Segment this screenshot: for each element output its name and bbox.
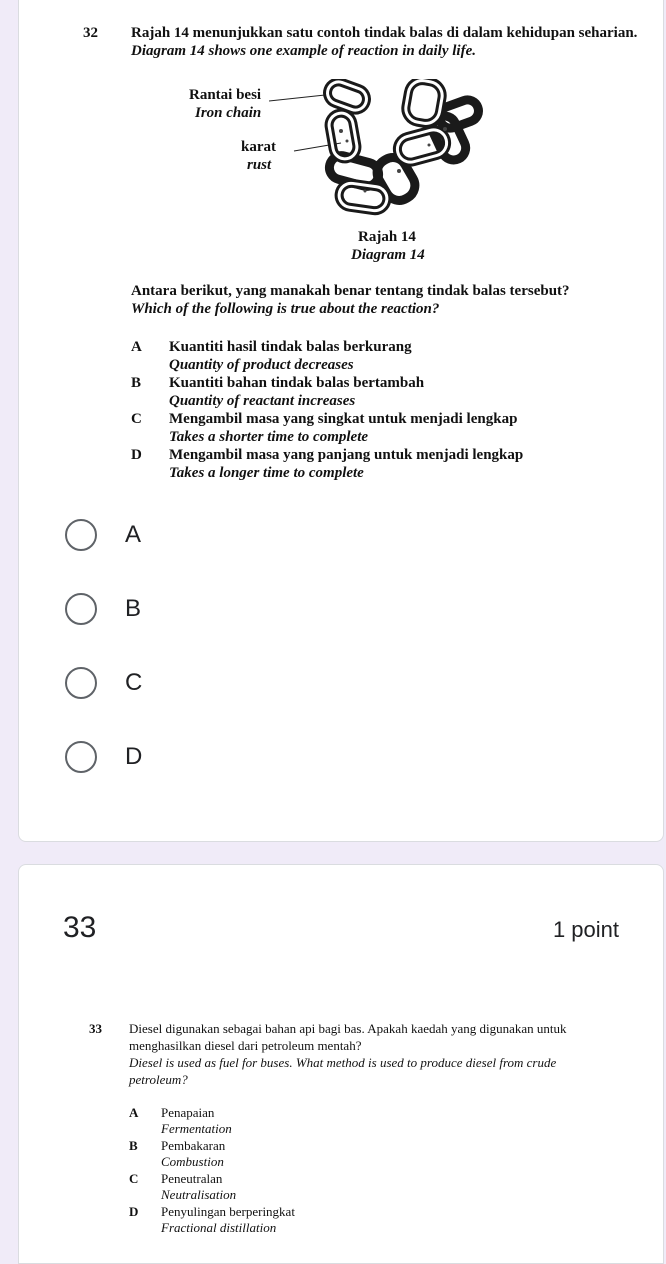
option-letter: C xyxy=(129,1171,139,1186)
option-text-en: Fractional distillation xyxy=(161,1220,277,1235)
rusty-chain-illustration xyxy=(269,79,569,219)
question-card-33 xyxy=(18,864,664,1264)
option-letter: A xyxy=(131,339,142,355)
radio-label: C xyxy=(125,669,143,696)
question-prompt-en: Which of the following is true about the reaction? xyxy=(131,301,440,317)
question-prompt-ms: Antara berikut, yang manakah benar tentang tindak balas tersebut? xyxy=(131,283,570,299)
question-number: 33 xyxy=(89,1021,102,1036)
question-stem-en-line2: petroleum? xyxy=(129,1072,188,1087)
option-text-ms: Kuantiti hasil tindak balas berkurang xyxy=(169,339,412,355)
option-letter: A xyxy=(129,1105,139,1120)
radio-circle[interactable] xyxy=(65,741,97,773)
option-text-en: Quantity of reactant increases xyxy=(169,393,356,409)
radio-label: A xyxy=(125,521,142,548)
option-text-ms: Penapaian xyxy=(161,1105,215,1120)
question-title: 33 xyxy=(63,911,97,944)
points-label: 1 point xyxy=(552,917,619,942)
option-text-ms: Pembakaran xyxy=(161,1138,226,1153)
question-stem-ms-line1: Diesel digunakan sebagai bahan api bagi bas. Apakah kaedah yang digunakan untuk xyxy=(129,1021,567,1036)
radio-label: D xyxy=(125,743,143,770)
diagram-label-iron-chain-en: Iron chain xyxy=(195,105,262,121)
radio-label: B xyxy=(125,595,142,622)
option-text-ms: Kuantiti bahan tindak balas bertambah xyxy=(169,375,425,391)
option-text-ms: Penyulingan berperingkat xyxy=(161,1204,295,1219)
option-text-en: Quantity of product decreases xyxy=(169,357,354,373)
question-stem-en: Diagram 14 shows one example of reaction in daily life. xyxy=(131,43,476,59)
radio-option-b[interactable] xyxy=(65,585,141,633)
radio-circle[interactable] xyxy=(65,667,97,699)
diagram-label-iron-chain-ms: Rantai besi xyxy=(189,87,262,103)
option-letter: B xyxy=(129,1138,138,1153)
option-letter: C xyxy=(131,411,142,427)
diagram-caption-ms: Rajah 14 xyxy=(358,229,416,245)
option-text-ms: Mengambil masa yang panjang untuk menjadi lengkap xyxy=(169,447,524,463)
question-stem-ms-line2: menghasilkan diesel dari petroleum mentah? xyxy=(129,1038,362,1053)
radio-option-d[interactable] xyxy=(65,733,142,781)
radio-circle[interactable] xyxy=(65,519,97,551)
diagram-label-rust-ms: karat xyxy=(241,139,276,155)
option-text-en: Fermentation xyxy=(161,1121,232,1136)
question-stem-ms: Rajah 14 menunjukkan satu contoh tindak balas di dalam kehidupan seharian. xyxy=(131,25,638,41)
option-letter: D xyxy=(131,447,142,463)
option-text-ms: Mengambil masa yang singkat untuk menjadi lengkap xyxy=(169,411,518,427)
diagram-label-rust-en: rust xyxy=(247,157,272,173)
radio-option-c[interactable] xyxy=(65,659,142,707)
option-text-en: Takes a longer time to complete xyxy=(169,465,364,481)
option-text-en: Takes a shorter time to complete xyxy=(169,429,369,445)
option-letter: D xyxy=(129,1204,139,1219)
question-stem-en-line1: Diesel is used as fuel for buses. What method is used to produce diesel from crude xyxy=(129,1055,557,1070)
question-card-32 xyxy=(18,0,664,842)
diagram-caption-en: Diagram 14 xyxy=(351,247,425,263)
option-text-en: Neutralisation xyxy=(161,1187,237,1202)
question-number: 32 xyxy=(83,25,98,41)
option-letter: B xyxy=(131,375,142,391)
radio-option-a[interactable] xyxy=(65,511,141,559)
radio-circle[interactable] xyxy=(65,593,97,625)
option-text-en: Combustion xyxy=(161,1154,224,1169)
option-text-ms: Peneutralan xyxy=(161,1171,223,1186)
